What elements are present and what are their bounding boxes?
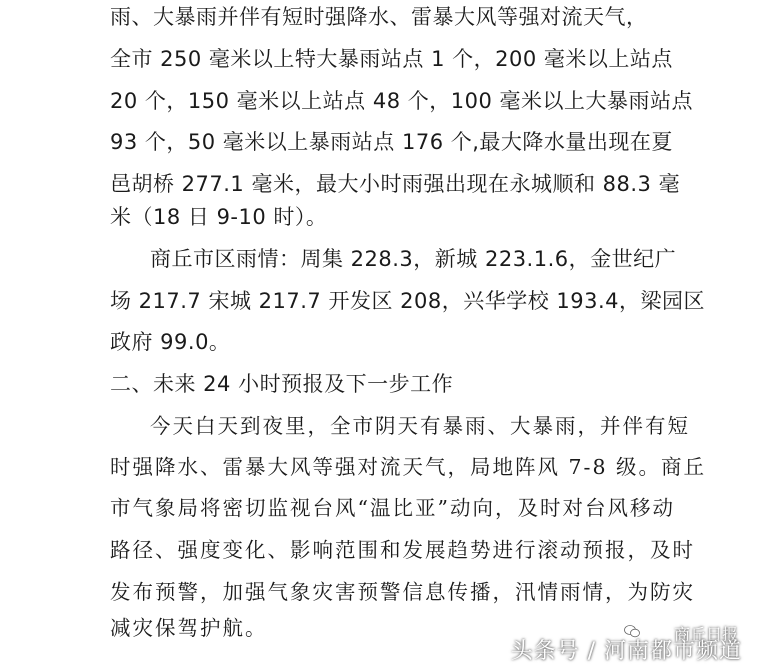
section-heading: 二、未来 24 小时预报及下一步工作	[110, 372, 454, 396]
text-line: 全市 250 毫米以上特大暴雨站点 1 个，200 毫米以上站点	[110, 47, 673, 71]
watermark-brand: 商丘日报	[673, 625, 738, 644]
text-line: 减灾保驾护航。	[110, 616, 268, 640]
text-line: 20 个，150 毫米以上站点 48 个，100 毫米以上大暴雨站点	[110, 89, 693, 113]
text-line: 路径、强度变化、影响范围和发展趋势进行滚动预报，及时	[110, 538, 695, 562]
watermark-toutiao: 头条号 / 河南都市频道	[510, 639, 742, 664]
text-line: 邑胡桥 277.1 毫米，最大小时雨强出现在永城顺和 88.3 毫	[110, 172, 681, 196]
text-line: 时强降水、雷暴大风等强对流天气，局地阵风 7-8 级。商丘	[110, 455, 707, 479]
text-line: 场 217.7 宋城 217.7 开发区 208，兴华学校 193.4，梁园区	[110, 289, 705, 313]
text-line: 商丘市区雨情：周集 228.3，新城 223.1.6，金世纪广	[150, 247, 677, 271]
text-line: 今天白天到夜里，全市阴天有暴雨、大暴雨，并伴有短	[150, 414, 690, 438]
text-line: 米（18 日 9-10 时）。	[110, 205, 328, 229]
text-line: 93 个，50 毫米以上暴雨站点 176 个,最大降水量出现在夏	[110, 130, 673, 154]
text-line: 雨、大暴雨并伴有短时强降水、雷暴大风等强对流天气，	[110, 5, 648, 29]
text-line: 发布预警，加强气象灾害预警信息传播，汛情雨情，为防灾	[110, 580, 695, 604]
text-line: 市气象局将密切监视台风“温比亚”动向，及时对台风移动	[110, 496, 675, 520]
text-line: 政府 99.0。	[110, 330, 231, 354]
